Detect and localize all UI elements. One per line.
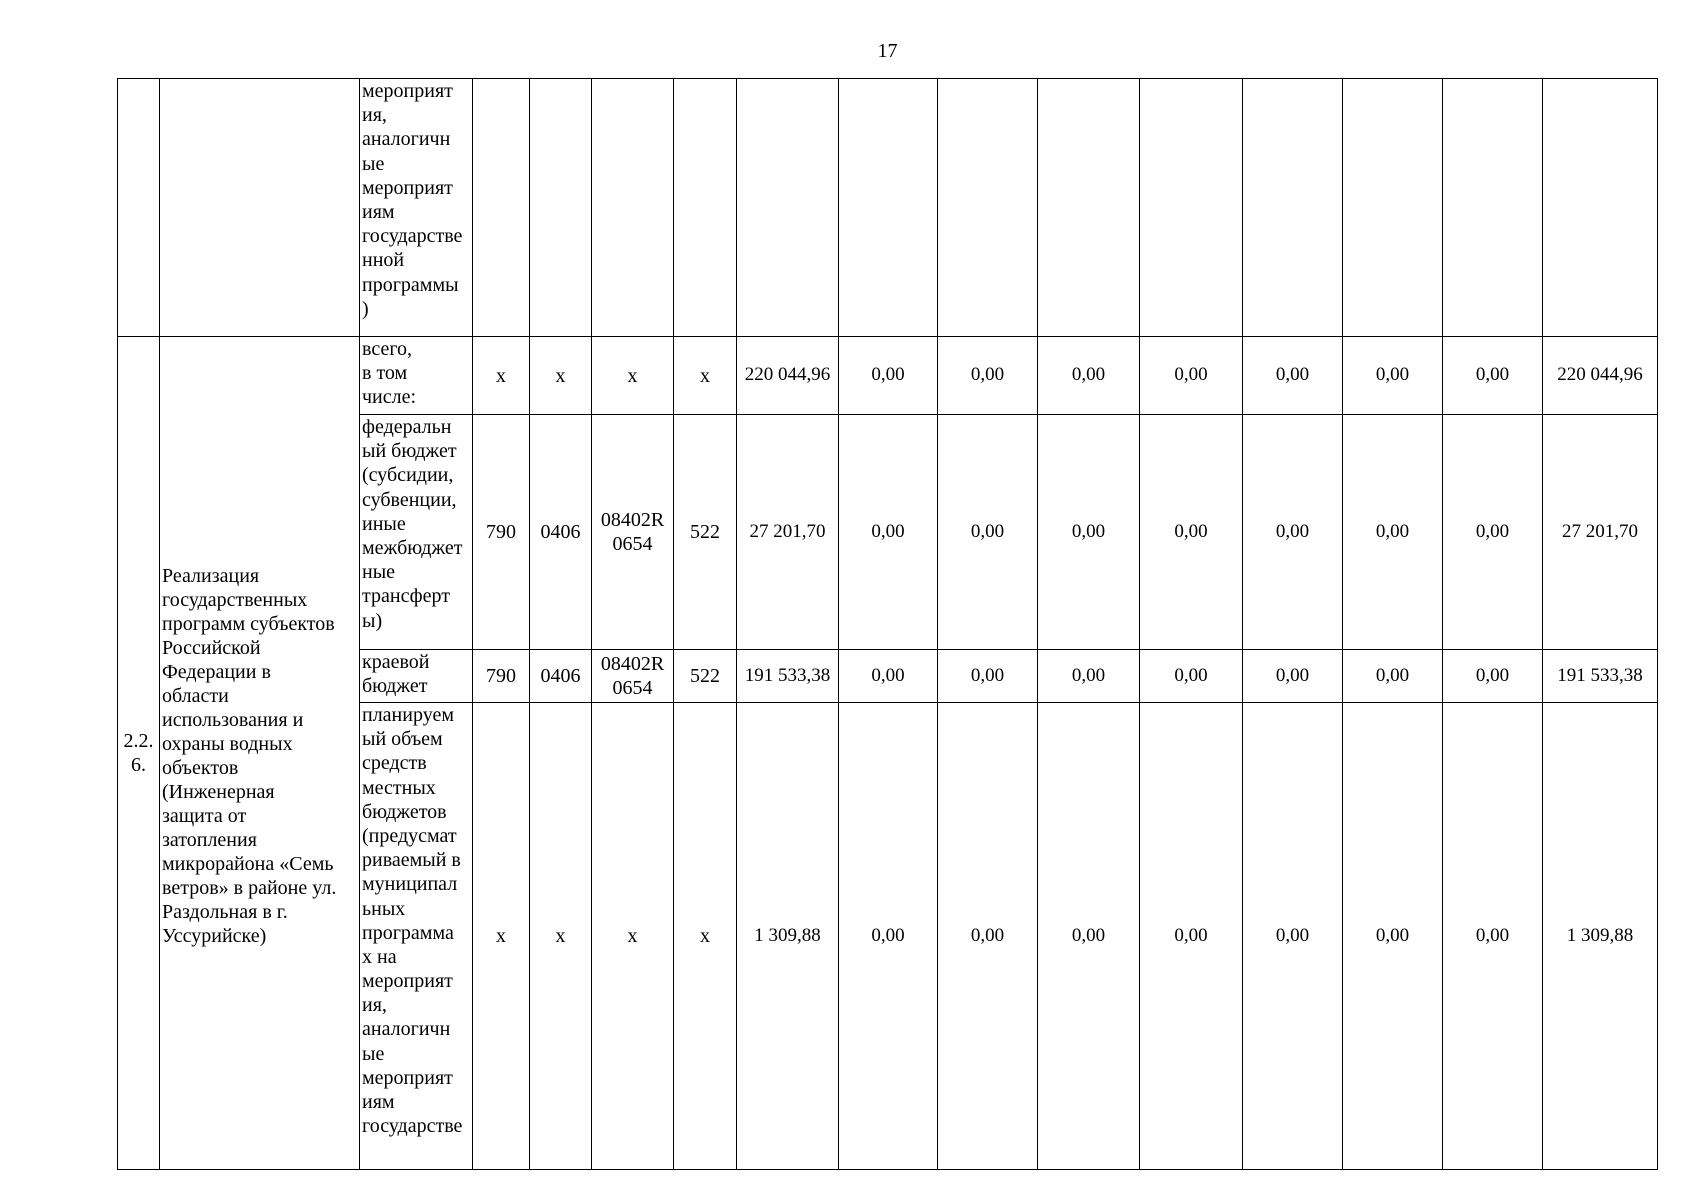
expense-type-code — [674, 79, 737, 337]
year-value: 0,00 — [1443, 650, 1543, 703]
target-code: 08402R 0654 — [592, 650, 674, 703]
grbs-code: 790 — [473, 415, 530, 650]
year-value: 0,00 — [938, 415, 1038, 650]
section-code: x — [530, 337, 592, 415]
source-label: краевой бюджет — [360, 650, 473, 703]
year-value: 0,00 — [1443, 337, 1543, 415]
year-value: 0,00 — [1443, 703, 1543, 1170]
total-value: 191 533,38 — [1543, 650, 1658, 703]
year-value: 0,00 — [1038, 650, 1140, 703]
target-code: 08402R 0654 — [592, 415, 674, 650]
section-code: 0406 — [530, 650, 592, 703]
source-label: планируем ый объем средств местных бюджетов (предусмат риваемый в муниципал ьных программа х на мероприят ия, аналогичн ые мероприят иям государстве — [360, 703, 473, 1170]
year-value: 0,00 — [1343, 415, 1443, 650]
source-label: всего, в том числе: — [360, 337, 473, 415]
expense-type-code: 522 — [674, 415, 737, 650]
year-value: 0,00 — [839, 703, 938, 1170]
target-code: x — [592, 337, 674, 415]
year-value — [839, 79, 938, 337]
total-value: 1 309,88 — [1543, 703, 1658, 1170]
year-value: 0,00 — [1038, 337, 1140, 415]
section-code — [530, 79, 592, 337]
year-value: 27 201,70 — [737, 415, 839, 650]
empty-number-cell — [118, 79, 160, 337]
year-value: 0,00 — [1243, 703, 1343, 1170]
target-code — [592, 79, 674, 337]
year-value: 0,00 — [1038, 703, 1140, 1170]
year-value: 0,00 — [1443, 415, 1543, 650]
source-label: мероприят ия, аналогичн ые мероприят иям государстве нной программы ) — [360, 79, 473, 337]
grbs-code: x — [473, 703, 530, 1170]
year-value — [1243, 79, 1343, 337]
grbs-code: 790 — [473, 650, 530, 703]
year-value: 0,00 — [1343, 650, 1443, 703]
table-row — [118, 79, 1658, 337]
expense-type-code: x — [674, 337, 737, 415]
grbs-code: x — [473, 337, 530, 415]
target-code: x — [592, 703, 674, 1170]
year-value: 0,00 — [839, 650, 938, 703]
item-number: 2.2. 6. — [118, 337, 160, 1170]
year-value: 0,00 — [1343, 703, 1443, 1170]
year-value: 0,00 — [1140, 703, 1243, 1170]
year-value: 0,00 — [1243, 650, 1343, 703]
year-value: 0,00 — [839, 415, 938, 650]
year-value — [1343, 79, 1443, 337]
grbs-code — [473, 79, 530, 337]
section-code: x — [530, 703, 592, 1170]
total-value: 220 044,96 — [1543, 337, 1658, 415]
section-code: 0406 — [530, 415, 592, 650]
year-value: 0,00 — [1243, 415, 1343, 650]
year-value: 191 533,38 — [737, 650, 839, 703]
year-value: 0,00 — [1140, 337, 1243, 415]
source-label: федеральн ый бюджет (субсидии, субвенции, иные межбюджет ные трансферт ы) — [360, 415, 473, 650]
page-number: 17 — [877, 40, 898, 62]
year-value — [938, 79, 1038, 337]
year-value: 0,00 — [1038, 415, 1140, 650]
year-value: 220 044,96 — [737, 337, 839, 415]
year-value: 0,00 — [1243, 337, 1343, 415]
year-value — [1038, 79, 1140, 337]
year-value: 1 309,88 — [737, 703, 839, 1170]
year-value: 0,00 — [938, 650, 1038, 703]
item-name: Реализация государственных программ субъектов Российской Федерации в области использования и охраны водных объектов (Инженерная защита от затопления микрорайона «Семь ветров» в районе ул. Раздольная в г. Уссурийске) — [160, 337, 360, 1170]
year-value: 0,00 — [1140, 650, 1243, 703]
expense-type-code: 522 — [674, 650, 737, 703]
year-value — [1140, 79, 1243, 337]
year-value — [737, 79, 839, 337]
total-value — [1543, 79, 1658, 337]
empty-name-cell — [160, 79, 360, 337]
total-value: 27 201,70 — [1543, 415, 1658, 650]
year-value: 0,00 — [938, 703, 1038, 1170]
year-value: 0,00 — [938, 337, 1038, 415]
budget-table — [117, 78, 1658, 1170]
year-value: 0,00 — [1343, 337, 1443, 415]
table-row — [118, 337, 1658, 415]
year-value — [1443, 79, 1543, 337]
year-value: 0,00 — [1140, 415, 1243, 650]
expense-type-code: x — [674, 703, 737, 1170]
year-value: 0,00 — [839, 337, 938, 415]
